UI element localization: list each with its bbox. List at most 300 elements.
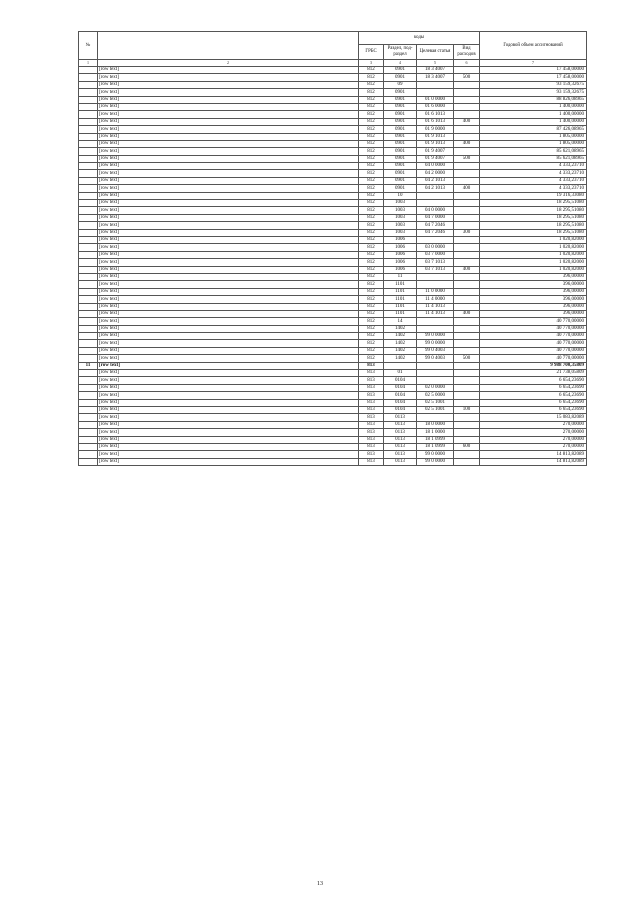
row-vr xyxy=(454,163,480,170)
row-razdel: 1101 xyxy=(384,310,417,317)
row-razdel: 0901 xyxy=(384,74,417,81)
row-grbs: 813 xyxy=(359,429,384,436)
row-name: [row text] xyxy=(98,244,359,251)
row-vr xyxy=(454,214,480,221)
row-sum: 1 400,00000 xyxy=(480,118,587,125)
row-grbs: 812 xyxy=(359,288,384,295)
row-razdel: 0901 xyxy=(384,140,417,147)
row-sum: 18 295,51080 xyxy=(480,207,587,214)
row-razdel: 0901 xyxy=(384,103,417,110)
table-row xyxy=(79,148,587,155)
row-razdel: 0901 xyxy=(384,89,417,96)
row-grbs: 812 xyxy=(359,103,384,110)
row-grbs: 812 xyxy=(359,325,384,332)
row-sum: 40 770,00000 xyxy=(480,318,587,325)
row-vr xyxy=(454,200,480,207)
row-sum: 6 654,23690 xyxy=(480,392,587,399)
column-index: 2 xyxy=(98,60,359,67)
row-grbs: 812 xyxy=(359,214,384,221)
table-row xyxy=(79,118,587,125)
column-index: 7 xyxy=(480,60,587,67)
row-grbs: 812 xyxy=(359,251,384,258)
row-number xyxy=(79,421,98,428)
row-sum: 18 295,51080 xyxy=(480,214,587,221)
row-number xyxy=(79,229,98,236)
row-razdel: 0901 xyxy=(384,148,417,155)
row-razdel: 0901 xyxy=(384,126,417,133)
row-name: [row text] xyxy=(98,436,359,443)
row-name: [row text] xyxy=(98,362,359,369)
row-number xyxy=(79,244,98,251)
row-vr: 500 xyxy=(454,74,480,81)
table-row xyxy=(79,177,587,184)
row-grbs: 812 xyxy=(359,318,384,325)
row-number xyxy=(79,296,98,303)
row-vr xyxy=(454,281,480,288)
row-csr xyxy=(417,318,454,325)
row-csr xyxy=(417,414,454,421)
row-vr xyxy=(454,103,480,110)
row-csr: 02 5 1001 xyxy=(417,399,454,406)
table-row xyxy=(79,244,587,251)
row-sum: 17 458,00000 xyxy=(480,74,587,81)
row-csr xyxy=(417,281,454,288)
row-csr: 99 0 4003 xyxy=(417,347,454,354)
row-sum: 14 813,82089 xyxy=(480,451,587,458)
row-name: [row text] xyxy=(98,214,359,221)
table-row xyxy=(79,229,587,236)
row-sum: 40 770,00000 xyxy=(480,325,587,332)
row-grbs: 812 xyxy=(359,229,384,236)
row-csr: 04 2 1013 xyxy=(417,177,454,184)
row-razdel: 01 xyxy=(384,370,417,377)
row-name: [row text] xyxy=(98,399,359,406)
row-name: [row text] xyxy=(98,74,359,81)
row-name: [row text] xyxy=(98,392,359,399)
row-name: [row text] xyxy=(98,325,359,332)
row-vr xyxy=(454,222,480,229)
row-number xyxy=(79,443,98,450)
row-number xyxy=(79,399,98,406)
row-csr xyxy=(417,273,454,280)
table-row xyxy=(79,333,587,340)
row-name: [row text] xyxy=(98,185,359,192)
row-vr xyxy=(454,96,480,103)
table-row xyxy=(79,451,587,458)
table-row xyxy=(79,384,587,391)
row-number xyxy=(79,126,98,133)
row-grbs: 812 xyxy=(359,170,384,177)
row-name: [row text] xyxy=(98,310,359,317)
row-vr xyxy=(454,89,480,96)
row-grbs: 813 xyxy=(359,414,384,421)
row-csr: 04 7 2046 xyxy=(417,229,454,236)
row-razdel: 0104 xyxy=(384,399,417,406)
table-row xyxy=(79,200,587,207)
row-razdel: 0901 xyxy=(384,163,417,170)
row-csr: 11 4 1013 xyxy=(417,303,454,310)
row-csr xyxy=(417,370,454,377)
table-row xyxy=(79,443,587,450)
row-vr xyxy=(454,347,480,354)
row-razdel: 0113 xyxy=(384,451,417,458)
row-name: [row text] xyxy=(98,170,359,177)
row-csr: 01 9 1013 xyxy=(417,133,454,140)
table-row xyxy=(79,421,587,428)
row-number xyxy=(79,266,98,273)
row-razdel: 0113 xyxy=(384,429,417,436)
row-sum: 1 020,82000 xyxy=(480,251,587,258)
row-name: [row text] xyxy=(98,429,359,436)
row-csr: 18 0 0000 xyxy=(417,421,454,428)
table-row xyxy=(79,259,587,266)
row-name: [row text] xyxy=(98,89,359,96)
row-vr: 100 xyxy=(454,406,480,413)
row-vr xyxy=(454,340,480,347)
row-csr: 04 2 0000 xyxy=(417,170,454,177)
row-grbs: 813 xyxy=(359,458,384,465)
budget-page xyxy=(78,31,586,466)
row-number xyxy=(79,414,98,421)
row-sum: 6 654,23690 xyxy=(480,384,587,391)
row-name: [row text] xyxy=(98,303,359,310)
row-razdel: 10 xyxy=(384,192,417,199)
row-razdel: 1101 xyxy=(384,303,417,310)
row-name: [row text] xyxy=(98,384,359,391)
row-name: [row text] xyxy=(98,207,359,214)
row-name: [row text] xyxy=(98,163,359,170)
row-csr: 18 1 0999 xyxy=(417,436,454,443)
row-vr xyxy=(454,414,480,421)
row-number xyxy=(79,185,98,192)
row-grbs: 813 xyxy=(359,436,384,443)
row-number xyxy=(79,177,98,184)
row-csr: 02 0 0000 xyxy=(417,384,454,391)
header-grbs: ГРБС xyxy=(359,45,384,60)
header-codes: коды xyxy=(359,32,480,45)
row-vr xyxy=(454,458,480,465)
row-razdel: 0113 xyxy=(384,443,417,450)
row-vr: 300 xyxy=(454,229,480,236)
row-csr: 04 7 0000 xyxy=(417,214,454,221)
row-number xyxy=(79,384,98,391)
row-grbs: 812 xyxy=(359,310,384,317)
row-name: [row text] xyxy=(98,296,359,303)
row-razdel: 1003 xyxy=(384,229,417,236)
row-vr: 500 xyxy=(454,155,480,162)
row-csr: 11 0 0000 xyxy=(417,288,454,295)
row-name: [row text] xyxy=(98,103,359,110)
page-number: 13 xyxy=(317,881,323,887)
row-vr xyxy=(454,259,480,266)
row-number: 11 xyxy=(79,362,98,369)
row-grbs: 812 xyxy=(359,207,384,214)
row-number xyxy=(79,355,98,362)
row-sum: 270,00000 xyxy=(480,421,587,428)
table-row xyxy=(79,325,587,332)
row-csr: 04 0 0000 xyxy=(417,163,454,170)
row-razdel: 0901 xyxy=(384,177,417,184)
table-row xyxy=(79,89,587,96)
row-razdel: 0901 xyxy=(384,170,417,177)
header-vr: Вид расходов xyxy=(454,45,480,60)
row-vr xyxy=(454,81,480,88)
row-grbs: 812 xyxy=(359,74,384,81)
table-row xyxy=(79,347,587,354)
row-sum: 14 813,82089 xyxy=(480,458,587,465)
row-vr: 400 xyxy=(454,118,480,125)
row-number xyxy=(79,118,98,125)
table-row xyxy=(79,67,587,74)
table-row xyxy=(79,170,587,177)
row-number xyxy=(79,273,98,280)
row-name: [row text] xyxy=(98,259,359,266)
table-row xyxy=(79,370,587,377)
row-name: [row text] xyxy=(98,377,359,384)
row-number xyxy=(79,103,98,110)
row-name: [row text] xyxy=(98,347,359,354)
header-sum: Годовой объем ассигнований xyxy=(480,32,587,60)
table-row xyxy=(79,458,587,465)
row-grbs: 812 xyxy=(359,67,384,74)
row-sum: 4 333,23710 xyxy=(480,177,587,184)
row-csr: 02 5 0000 xyxy=(417,392,454,399)
row-name: [row text] xyxy=(98,421,359,428)
row-vr: 400 xyxy=(454,140,480,147)
row-razdel: 14 xyxy=(384,318,417,325)
row-sum: 18 295,51080 xyxy=(480,222,587,229)
row-number xyxy=(79,74,98,81)
table-row xyxy=(79,111,587,118)
row-vr xyxy=(454,177,480,184)
row-grbs: 812 xyxy=(359,355,384,362)
row-csr: 18 1 0999 xyxy=(417,443,454,450)
table-row xyxy=(79,436,587,443)
row-razdel: 0901 xyxy=(384,133,417,140)
row-number xyxy=(79,236,98,243)
row-sum: 1 805,00000 xyxy=(480,140,587,147)
column-index: 6 xyxy=(454,60,480,67)
row-number xyxy=(79,192,98,199)
row-vr: 600 xyxy=(454,443,480,450)
row-name: [row text] xyxy=(98,81,359,88)
row-csr: 03 7 1013 xyxy=(417,266,454,273)
row-sum: 4 333,23710 xyxy=(480,163,587,170)
row-name: [row text] xyxy=(98,236,359,243)
table-row xyxy=(79,310,587,317)
row-vr xyxy=(454,377,480,384)
row-grbs: 812 xyxy=(359,259,384,266)
row-razdel: 1006 xyxy=(384,244,417,251)
row-vr: 400 xyxy=(454,185,480,192)
row-grbs: 813 xyxy=(359,384,384,391)
row-grbs: 812 xyxy=(359,244,384,251)
row-sum: 21 738,05809 xyxy=(480,370,587,377)
row-grbs: 812 xyxy=(359,148,384,155)
table-row xyxy=(79,74,587,81)
row-razdel: 1006 xyxy=(384,236,417,243)
row-grbs: 812 xyxy=(359,163,384,170)
row-number xyxy=(79,155,98,162)
row-number xyxy=(79,340,98,347)
row-razdel: 0901 xyxy=(384,118,417,125)
row-vr xyxy=(454,170,480,177)
row-razdel: 1402 xyxy=(384,347,417,354)
table-row xyxy=(79,140,587,147)
row-number xyxy=(79,222,98,229)
row-sum: 396,00000 xyxy=(480,281,587,288)
row-sum: 1 805,00000 xyxy=(480,133,587,140)
row-razdel: 0901 xyxy=(384,67,417,74)
row-sum: 1 020,82000 xyxy=(480,259,587,266)
row-razdel: 0113 xyxy=(384,421,417,428)
row-vr xyxy=(454,436,480,443)
row-name: [row text] xyxy=(98,406,359,413)
row-razdel: 1003 xyxy=(384,200,417,207)
row-number xyxy=(79,318,98,325)
row-csr xyxy=(417,200,454,207)
row-vr xyxy=(454,133,480,140)
row-vr xyxy=(454,236,480,243)
row-sum: 6 654,23690 xyxy=(480,406,587,413)
row-sum: 1 020,82000 xyxy=(480,236,587,243)
row-number xyxy=(79,451,98,458)
row-csr: 04 7 2046 xyxy=(417,222,454,229)
row-csr: 99 0 0000 xyxy=(417,340,454,347)
row-grbs: 812 xyxy=(359,340,384,347)
row-csr: 02 5 1001 xyxy=(417,406,454,413)
row-name: [row text] xyxy=(98,200,359,207)
row-name: [row text] xyxy=(98,140,359,147)
row-grbs: 812 xyxy=(359,155,384,162)
table-row xyxy=(79,406,587,413)
table-row xyxy=(79,355,587,362)
row-csr: 18 3 4007 xyxy=(417,74,454,81)
table-row xyxy=(79,214,587,221)
row-grbs: 812 xyxy=(359,96,384,103)
row-grbs: 812 xyxy=(359,222,384,229)
row-vr xyxy=(454,325,480,332)
row-razdel: 0901 xyxy=(384,96,417,103)
row-name: [row text] xyxy=(98,443,359,450)
row-grbs: 812 xyxy=(359,111,384,118)
row-name: [row text] xyxy=(98,155,359,162)
row-grbs: 812 xyxy=(359,296,384,303)
row-razdel: 1402 xyxy=(384,340,417,347)
row-number xyxy=(79,429,98,436)
row-sum: 270,00000 xyxy=(480,436,587,443)
row-name: [row text] xyxy=(98,370,359,377)
row-grbs: 812 xyxy=(359,200,384,207)
row-sum: 85 621,08965 xyxy=(480,148,587,155)
row-number xyxy=(79,89,98,96)
row-name: [row text] xyxy=(98,133,359,140)
row-vr xyxy=(454,451,480,458)
row-name: [row text] xyxy=(98,111,359,118)
row-csr: 11 4 1013 xyxy=(417,310,454,317)
row-name: [row text] xyxy=(98,451,359,458)
row-razdel: 1402 xyxy=(384,355,417,362)
table-row xyxy=(79,185,587,192)
row-sum: 396,00000 xyxy=(480,303,587,310)
row-csr: 18 1 0000 xyxy=(417,429,454,436)
row-vr xyxy=(454,296,480,303)
row-grbs: 812 xyxy=(359,273,384,280)
row-grbs: 813 xyxy=(359,406,384,413)
row-vr xyxy=(454,148,480,155)
row-razdel: 1003 xyxy=(384,207,417,214)
row-razdel: 0113 xyxy=(384,436,417,443)
row-grbs: 813 xyxy=(359,370,384,377)
row-grbs: 812 xyxy=(359,333,384,340)
row-name: [row text] xyxy=(98,177,359,184)
row-razdel: 0104 xyxy=(384,384,417,391)
row-sum: 40 770,00000 xyxy=(480,355,587,362)
row-number xyxy=(79,67,98,74)
row-vr xyxy=(454,370,480,377)
row-number xyxy=(79,96,98,103)
row-name: [row text] xyxy=(98,318,359,325)
row-number xyxy=(79,214,98,221)
row-csr: 01 6 1013 xyxy=(417,111,454,118)
row-razdel: 11 xyxy=(384,273,417,280)
row-razdel: 0901 xyxy=(384,155,417,162)
row-sum: 396,00000 xyxy=(480,296,587,303)
row-number xyxy=(79,170,98,177)
row-csr xyxy=(417,362,454,369)
row-razdel: 0104 xyxy=(384,406,417,413)
row-csr xyxy=(417,236,454,243)
row-csr: 99 0 0000 xyxy=(417,333,454,340)
row-vr xyxy=(454,244,480,251)
row-sum: 270,00000 xyxy=(480,443,587,450)
table-row xyxy=(79,163,587,170)
row-sum: 4 333,23710 xyxy=(480,185,587,192)
row-vr: 400 xyxy=(454,310,480,317)
table-row xyxy=(79,192,587,199)
row-grbs: 813 xyxy=(359,451,384,458)
row-sum: 15 083,82089 xyxy=(480,414,587,421)
row-razdel: 1402 xyxy=(384,325,417,332)
row-grbs: 812 xyxy=(359,236,384,243)
table-row xyxy=(79,96,587,103)
row-vr xyxy=(454,288,480,295)
row-name: [row text] xyxy=(98,340,359,347)
row-number xyxy=(79,325,98,332)
table-row xyxy=(79,103,587,110)
row-sum: 19 316,33080 xyxy=(480,192,587,199)
table-row xyxy=(79,340,587,347)
row-razdel: 1006 xyxy=(384,259,417,266)
row-razdel: 0113 xyxy=(384,458,417,465)
row-razdel: 1003 xyxy=(384,222,417,229)
row-number xyxy=(79,281,98,288)
row-name: [row text] xyxy=(98,414,359,421)
row-grbs: 812 xyxy=(359,133,384,140)
row-csr: 01 0 0000 xyxy=(417,96,454,103)
row-csr: 01 6 0000 xyxy=(417,103,454,110)
row-sum: 40 770,00000 xyxy=(480,347,587,354)
table-row xyxy=(79,222,587,229)
row-grbs: 813 xyxy=(359,362,384,369)
row-number xyxy=(79,303,98,310)
row-number xyxy=(79,207,98,214)
row-grbs: 812 xyxy=(359,81,384,88)
row-csr: 18 3 4007 xyxy=(417,67,454,74)
row-name: [row text] xyxy=(98,281,359,288)
table-row xyxy=(79,362,587,369)
row-sum: 6 654,23690 xyxy=(480,399,587,406)
